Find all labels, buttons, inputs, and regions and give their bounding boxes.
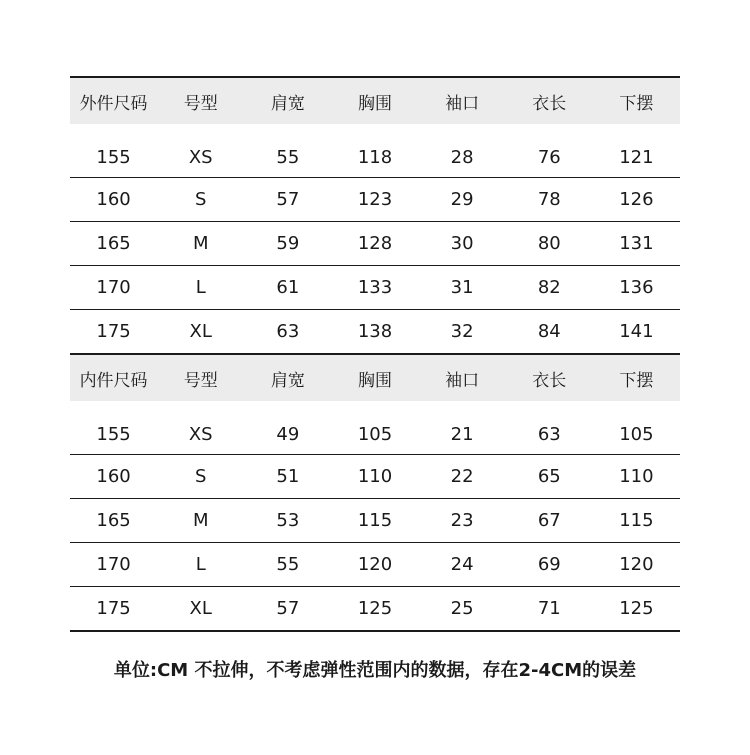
table-cell: 175 <box>70 587 157 631</box>
table-cell: 61 <box>244 266 331 310</box>
table-row <box>70 266 680 310</box>
inner-header-fit: 号型 <box>183 370 218 391</box>
inner-header-hem: 下摆 <box>619 370 654 391</box>
table-cell: 23 <box>419 499 506 543</box>
table-cell: 28 <box>450 146 474 168</box>
table-cell: 55 <box>244 543 331 587</box>
table-cell: XS <box>188 146 213 168</box>
table-cell: 123 <box>331 178 418 222</box>
table-row <box>70 587 680 631</box>
table-cell: 63 <box>244 310 331 354</box>
measurement-note: 单位:CM 不拉伸，不考虑弹性范围内的数据，存在2-4CM的误差 <box>113 660 637 681</box>
table-cell: L <box>157 543 244 587</box>
table-cell: 165 <box>70 222 157 266</box>
inner-header-length: 衣长 <box>532 370 567 391</box>
table-row <box>70 499 680 543</box>
table-cell: S <box>157 178 244 222</box>
inner-header-size: 内件尺码 <box>79 370 148 391</box>
table-cell: 80 <box>506 222 593 266</box>
outer-header-length: 衣长 <box>532 93 567 114</box>
table-cell: 155 <box>96 423 131 445</box>
table-cell: XL <box>157 587 244 631</box>
table-cell: 128 <box>331 222 418 266</box>
inner-header-shoulder: 肩宽 <box>270 370 305 391</box>
table-row <box>70 455 680 499</box>
table-cell: 67 <box>506 499 593 543</box>
table-cell: 29 <box>419 178 506 222</box>
table-cell: 51 <box>244 455 331 499</box>
table-cell: 165 <box>70 499 157 543</box>
table-cell: 84 <box>506 310 593 354</box>
table-cell: 133 <box>331 266 418 310</box>
outer-size-table <box>70 78 680 353</box>
outer-header-size: 外件尺码 <box>79 93 148 114</box>
table-cell: 49 <box>276 423 300 445</box>
size-chart <box>70 76 680 632</box>
table-cell: 110 <box>331 455 418 499</box>
table-row <box>70 543 680 587</box>
table-cell: 55 <box>276 146 300 168</box>
table-cell: 121 <box>619 146 654 168</box>
inner-header-row <box>70 355 680 401</box>
table-cell: 125 <box>593 587 680 631</box>
table-cell: 120 <box>593 543 680 587</box>
table-cell: 65 <box>506 455 593 499</box>
table-cell: 175 <box>70 310 157 354</box>
table-cell: 131 <box>593 222 680 266</box>
table-cell: 125 <box>331 587 418 631</box>
inner-size-table <box>70 355 680 630</box>
table-cell: 155 <box>96 146 131 168</box>
table-cell: 110 <box>593 455 680 499</box>
table-row <box>70 310 680 354</box>
table-cell: 76 <box>537 146 561 168</box>
table-cell: 105 <box>357 423 393 445</box>
table-cell: 78 <box>506 178 593 222</box>
outer-header-chest: 胸围 <box>357 93 392 114</box>
table-cell: 25 <box>419 587 506 631</box>
table-cell: 160 <box>70 178 157 222</box>
outer-header-row <box>70 78 680 124</box>
table-cell: 30 <box>419 222 506 266</box>
table-cell: XS <box>188 423 213 445</box>
table-cell: 24 <box>419 543 506 587</box>
table-cell: 126 <box>593 178 680 222</box>
inner-header-cuff: 袖口 <box>445 370 480 391</box>
table-cell: 118 <box>357 146 393 168</box>
outer-header-hem: 下摆 <box>619 93 654 114</box>
bottom-rule <box>70 630 680 632</box>
table-cell: 138 <box>331 310 418 354</box>
outer-header-shoulder: 肩宽 <box>270 93 305 114</box>
table-cell: 170 <box>70 266 157 310</box>
table-row <box>70 137 680 178</box>
table-row <box>70 222 680 266</box>
table-cell: L <box>157 266 244 310</box>
table-cell: 82 <box>506 266 593 310</box>
table-cell: 22 <box>419 455 506 499</box>
table-cell: 120 <box>331 543 418 587</box>
table-cell: 32 <box>419 310 506 354</box>
table-cell: 170 <box>70 543 157 587</box>
table-cell: 71 <box>506 587 593 631</box>
table-cell: 141 <box>593 310 680 354</box>
table-cell: S <box>157 455 244 499</box>
table-cell: 59 <box>244 222 331 266</box>
table-cell: 136 <box>593 266 680 310</box>
table-cell: 160 <box>70 455 157 499</box>
table-cell: M <box>157 499 244 543</box>
table-cell: 105 <box>619 423 654 445</box>
table-cell: 21 <box>450 423 474 445</box>
table-row <box>70 178 680 222</box>
outer-header-cuff: 袖口 <box>445 93 480 114</box>
table-cell: 57 <box>244 178 331 222</box>
table-cell: 115 <box>331 499 418 543</box>
inner-header-chest: 胸围 <box>357 370 392 391</box>
table-cell: 115 <box>593 499 680 543</box>
table-cell: 31 <box>419 266 506 310</box>
table-cell: 57 <box>244 587 331 631</box>
table-cell: M <box>157 222 244 266</box>
table-cell: XL <box>157 310 244 354</box>
table-cell: 69 <box>506 543 593 587</box>
table-cell: 63 <box>537 423 561 445</box>
outer-header-fit: 号型 <box>183 93 218 114</box>
table-cell: 53 <box>244 499 331 543</box>
table-row <box>70 414 680 455</box>
